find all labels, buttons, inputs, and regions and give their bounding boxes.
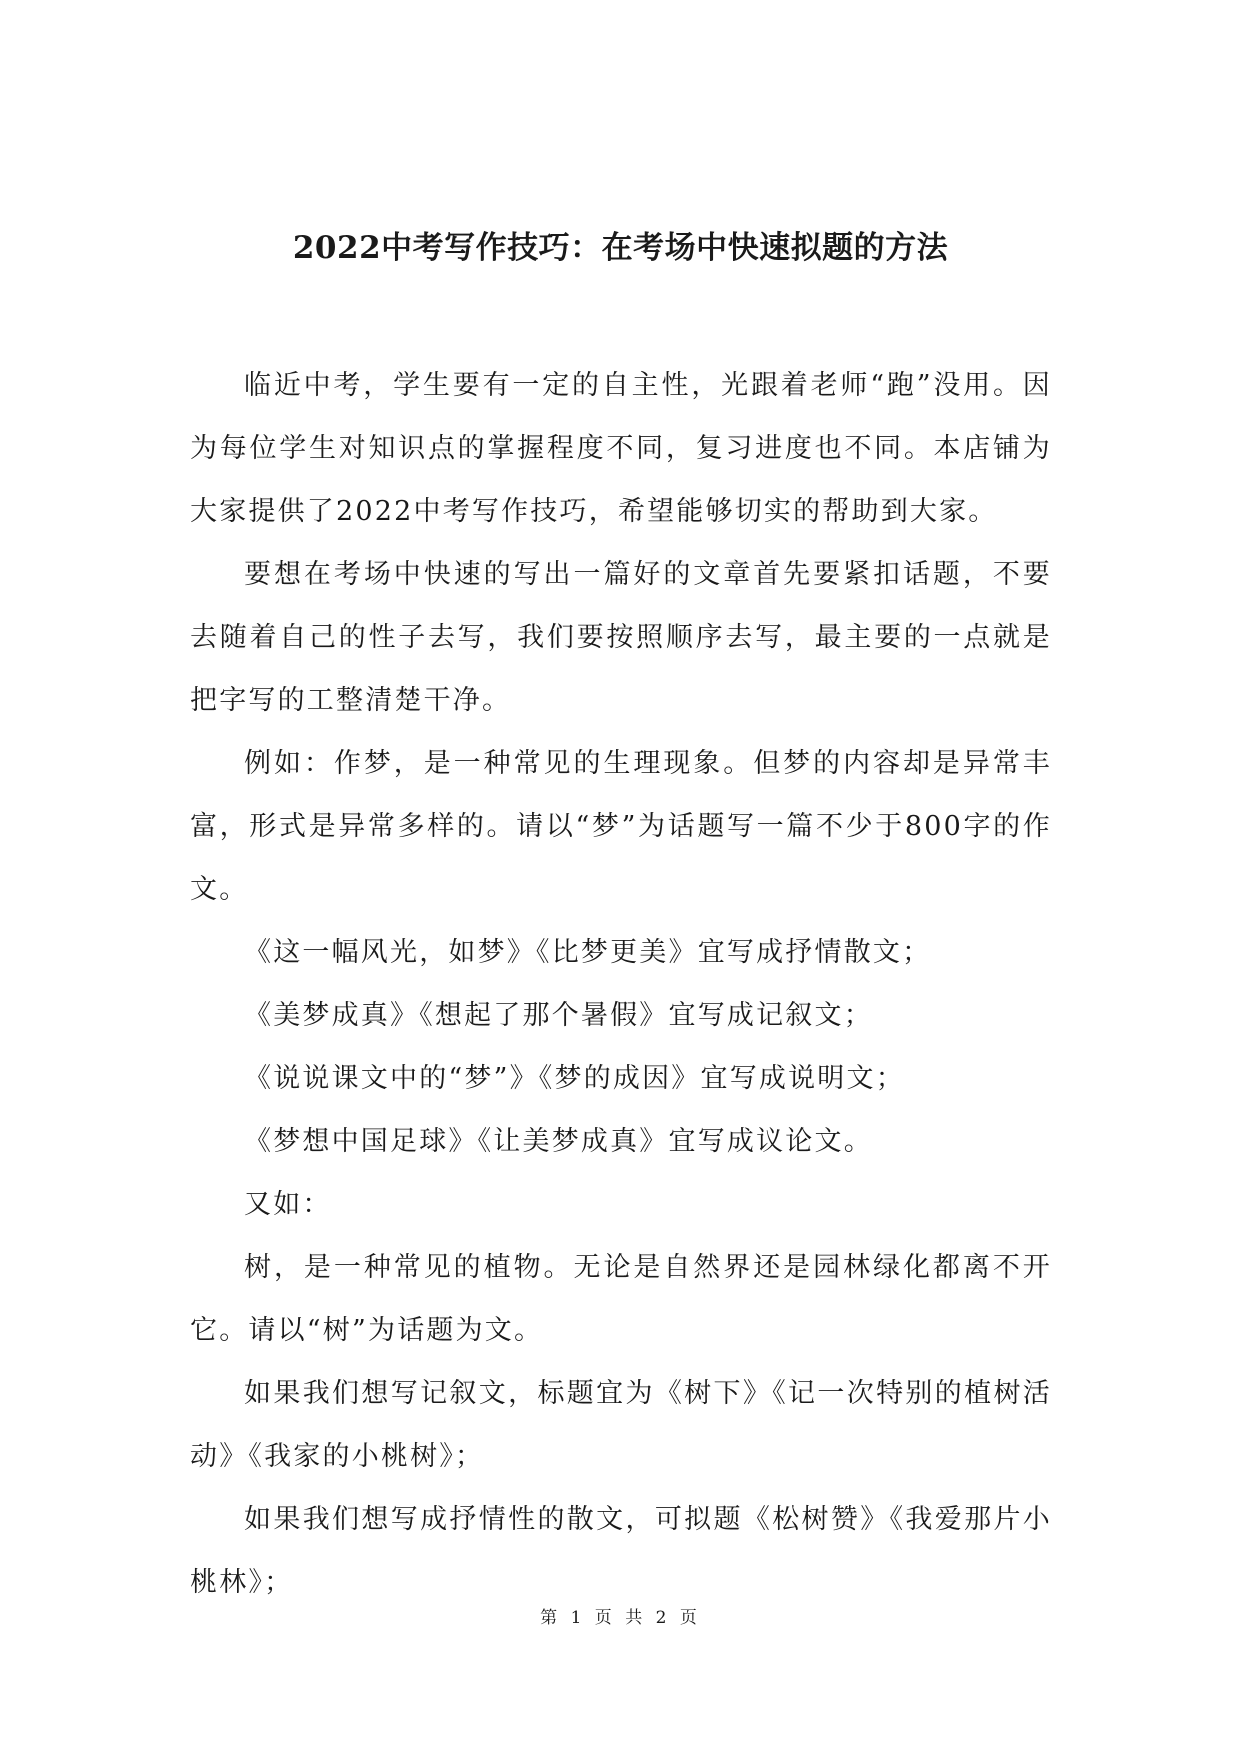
paragraph: 《说说课文中的“梦”》《梦的成因》宜写成说明文； bbox=[244, 1063, 905, 1094]
footer-suffix: 页 bbox=[679, 1608, 701, 1628]
footer-middle: 页 共 bbox=[594, 1608, 647, 1628]
current-page-number: 1 bbox=[570, 1608, 586, 1628]
page-footer bbox=[0, 1606, 1241, 1630]
paragraph: 《美梦成真》《想起了那个暑假》宜写成记叙文； bbox=[244, 1000, 873, 1031]
document-body bbox=[190, 354, 1052, 1614]
paragraph: 《这一幅风光，如梦》《比梦更美》宜写成抒情散文； bbox=[244, 937, 932, 968]
total-pages-number: 2 bbox=[655, 1608, 671, 1628]
document-title: 2022中考写作技巧：在考场中快速拟题的方法 bbox=[292, 230, 949, 266]
paragraph: 《梦想中国足球》《让美梦成真》宜写成议论文。 bbox=[244, 1126, 873, 1157]
paragraph: 如果我们想写记叙文，标题宜为《树下》《记一次特别的植树活动》《我家的小桃树》； bbox=[190, 1378, 1052, 1472]
paragraph: 例如：作梦，是一种常见的生理现象。但梦的内容却是异常丰富，形式是异常多样的。请以“梦”为话题写一篇不少于800字的作文。 bbox=[190, 748, 1052, 905]
paragraph: 临近中考，学生要有一定的自主性，光跟着老师“跑”没用。因为每位学生对知识点的掌握程度不同，复习进度也不同。本店铺为大家提供了2022中考写作技巧，希望能够切实的帮助到大家。 bbox=[190, 370, 1052, 527]
paragraph: 树，是一种常见的植物。无论是自然界还是园林绿化都离不开它。请以“树”为话题为文。 bbox=[190, 1252, 1052, 1346]
paragraph: 如果我们想写成抒情性的散文，可拟题《松树赞》《我爱那片小桃林》； bbox=[190, 1504, 1052, 1598]
paragraph: 又如： bbox=[244, 1189, 332, 1220]
paragraph: 要想在考场中快速的写出一篇好的文章首先要紧扣话题，不要去随着自己的性子去写，我们要按照顺序去写，最主要的一点就是把字写的工整清楚干净。 bbox=[190, 559, 1052, 716]
footer-prefix: 第 bbox=[540, 1608, 562, 1628]
